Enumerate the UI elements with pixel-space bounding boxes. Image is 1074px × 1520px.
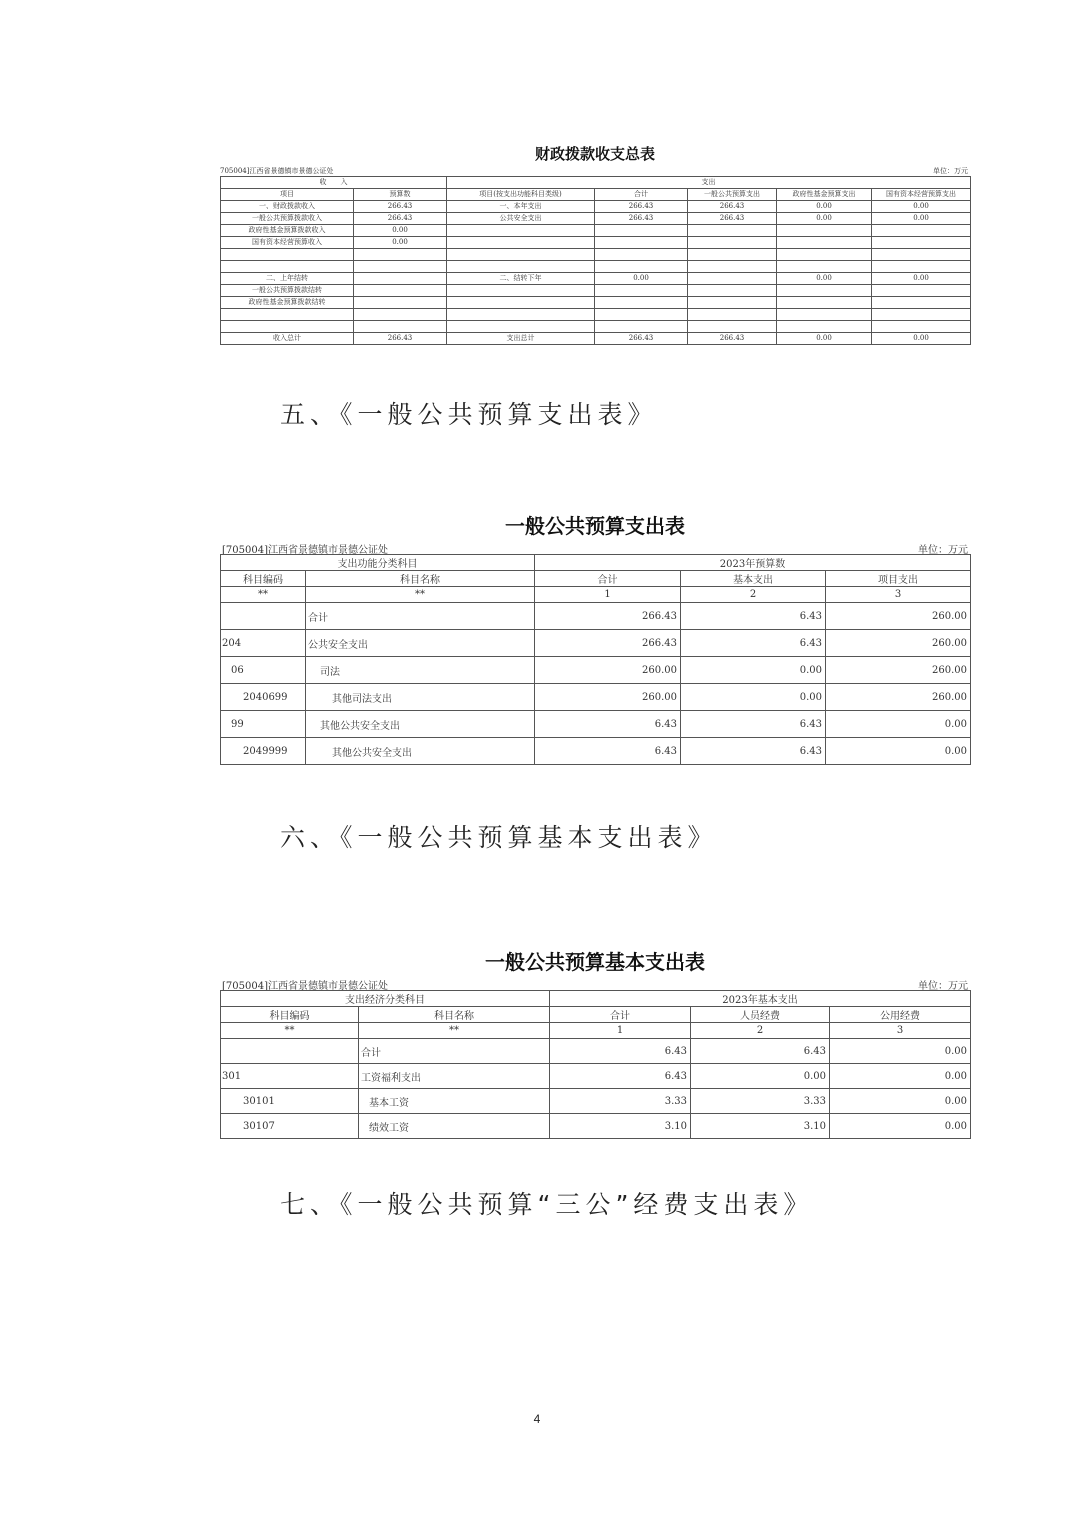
table-row [221, 657, 971, 684]
table2-group-right: 2023年预算数 [535, 555, 971, 571]
table1-cell [872, 297, 971, 309]
table1-cell [595, 237, 688, 249]
table1-cell [777, 261, 872, 273]
page-number: 4 [533, 1412, 541, 1426]
table1-cell: 266.43 [354, 333, 447, 345]
table2-cell: 266.43 [535, 603, 681, 630]
table1-cell: 一般公共预算拨款收入 [221, 213, 354, 225]
table2-cell: 0.00 [681, 684, 826, 711]
table-row [221, 1089, 971, 1114]
table2-cell: 0.00 [681, 657, 826, 684]
table-row [221, 321, 971, 333]
table3-group-right: 2023年基本支出 [550, 991, 971, 1007]
table2-col-header-cell: 基本支出 [681, 571, 826, 587]
table1-cell [688, 297, 777, 309]
table1-col-header-cell: 政府性基金预算支出 [777, 189, 872, 201]
table1-cell [595, 309, 688, 321]
table3-col-header [221, 1007, 971, 1023]
table1-cell [688, 285, 777, 297]
table1-cell [447, 237, 595, 249]
table1-cell [354, 261, 447, 273]
table-row [221, 309, 971, 321]
table1-cell [354, 309, 447, 321]
table2-col-header-cell: 科目名称 [306, 571, 535, 587]
table1-cell: 266.43 [688, 333, 777, 345]
table1-cell [688, 321, 777, 333]
table-row [221, 261, 971, 273]
table1-cell: 266.43 [688, 213, 777, 225]
table2-index-cell: ** [306, 587, 535, 603]
section-heading-5: 五、《一般公共预算支出表》 [280, 400, 658, 429]
table2-org: [705004]江西省景德镇市景德公证处 [222, 545, 388, 556]
table2-cell: 6.43 [535, 738, 681, 765]
table1-cell [872, 249, 971, 261]
table1-cell: 266.43 [354, 213, 447, 225]
table1-cell [221, 261, 354, 273]
table2-col-header-cell: 合计 [535, 571, 681, 587]
table1-cell: 0.00 [354, 237, 447, 249]
table2-cell: 2049999 [221, 738, 306, 765]
table1-cell: 公共安全支出 [447, 213, 595, 225]
table2-cell: 司法 [306, 657, 535, 684]
table2-index-cell: ** [221, 587, 306, 603]
table3-cell: 3.10 [550, 1114, 691, 1139]
table3-cell: 0.00 [830, 1114, 971, 1139]
table1-org: 705004]江西省景德镇市景德公证处 [220, 167, 334, 175]
table1-cell [688, 309, 777, 321]
table2-cell: 6.43 [681, 630, 826, 657]
table2-cell: 266.43 [535, 630, 681, 657]
income-header: 收 入 [221, 177, 447, 189]
table1-cell [595, 285, 688, 297]
table2-cell: 260.00 [535, 684, 681, 711]
table2-index-cell: 1 [535, 587, 681, 603]
table3-index-cell: 3 [830, 1023, 971, 1039]
table2-cell: 6.43 [681, 738, 826, 765]
table1-col-header-cell: 预算数 [354, 189, 447, 201]
table2 [220, 554, 970, 765]
table2-cell: 公共安全支出 [306, 630, 535, 657]
table3-index-cell: 2 [691, 1023, 830, 1039]
table1-cell [688, 249, 777, 261]
table1-cell [777, 321, 872, 333]
table1-cell [777, 249, 872, 261]
table3-cell: 工资福利支出 [359, 1064, 550, 1089]
table-row [221, 738, 971, 765]
table1-title: 财政拨款收支总表 [534, 145, 655, 163]
table1-cell [777, 285, 872, 297]
table1-cell: 0.00 [595, 273, 688, 285]
table2-cell: 0.00 [826, 738, 971, 765]
table2-cell [221, 603, 306, 630]
table1-cell: 266.43 [595, 333, 688, 345]
table1-col-header-cell: 项目(按支出功能科目类级) [447, 189, 595, 201]
table2-cell: 06 [221, 657, 306, 684]
table1-cell: 二、结转下年 [447, 273, 595, 285]
table1-cell [688, 237, 777, 249]
table2-col-header-cell: 项目支出 [826, 571, 971, 587]
table1-cell [447, 297, 595, 309]
table2-cell: 260.00 [826, 684, 971, 711]
table3-cell: 基本工资 [359, 1089, 550, 1114]
table1-cell [872, 285, 971, 297]
table1 [220, 176, 970, 345]
table1-cell: 0.00 [777, 201, 872, 213]
table3-cell: 3.33 [550, 1089, 691, 1114]
table3-cell: 合计 [359, 1039, 550, 1064]
table1-cell [221, 249, 354, 261]
table-row [221, 285, 971, 297]
table3-col-header-cell: 科目名称 [359, 1007, 550, 1023]
table1-cell [221, 309, 354, 321]
section-heading-6: 六、《一般公共预算基本支出表》 [280, 823, 718, 852]
table2-cell: 其他司法支出 [306, 684, 535, 711]
table2-cell: 99 [221, 711, 306, 738]
table1-cell [872, 321, 971, 333]
table-row [221, 1039, 971, 1064]
table3-group-left: 支出经济分类科目 [221, 991, 550, 1007]
table-row [221, 684, 971, 711]
table1-cell: 0.00 [777, 273, 872, 285]
table1-cell [872, 309, 971, 321]
table-row [221, 273, 971, 285]
table1-cell [354, 249, 447, 261]
table-row [221, 1114, 971, 1139]
table2-col-header [221, 571, 971, 587]
table2-cell: 2040699 [221, 684, 306, 711]
table2-cell: 260.00 [535, 657, 681, 684]
table2-cell: 6.43 [535, 711, 681, 738]
table1-cell: 266.43 [354, 201, 447, 213]
table-row [221, 249, 971, 261]
table-row [221, 213, 971, 225]
table2-cell: 其他公共安全支出 [306, 711, 535, 738]
table3-cell: 0.00 [691, 1064, 830, 1089]
table-row [221, 711, 971, 738]
table1-cell [777, 225, 872, 237]
table2-cell: 合计 [306, 603, 535, 630]
table1-cell [595, 297, 688, 309]
table3-cell: 0.00 [830, 1039, 971, 1064]
table1-cell: 支出总计 [447, 333, 595, 345]
table1-cell: 一般公共预算拨款结转 [221, 285, 354, 297]
table3-cell: 0.00 [830, 1064, 971, 1089]
table3-cell: 30107 [221, 1114, 359, 1139]
table1-cell: 0.00 [872, 333, 971, 345]
expense-header: 支出 [447, 177, 971, 189]
table3-org: [705004]江西省景德镇市景德公证处 [222, 981, 388, 992]
table3-group-header [221, 991, 971, 1007]
table1-cell [595, 261, 688, 273]
table1-cell [354, 285, 447, 297]
table2-cell: 其他公共安全支出 [306, 738, 535, 765]
table1-cell [872, 261, 971, 273]
table1-cell: 266.43 [688, 201, 777, 213]
table1-cell [447, 285, 595, 297]
table1-cell [872, 237, 971, 249]
table1-cell: 政府性基金预算拨款结转 [221, 297, 354, 309]
table2-unit: 单位：万元 [918, 545, 968, 556]
table1-cell [777, 237, 872, 249]
table1-col-header-cell: 一般公共预算支出 [688, 189, 777, 201]
table1-cell: 0.00 [872, 201, 971, 213]
table1-cell [688, 261, 777, 273]
table1-cell: 政府性基金预算拨款收入 [221, 225, 354, 237]
table3-cell: 6.43 [550, 1064, 691, 1089]
table1-cell [447, 321, 595, 333]
table2-index-cell: 3 [826, 587, 971, 603]
table3-col-header-cell: 合计 [550, 1007, 691, 1023]
table3-cell: 0.00 [830, 1089, 971, 1114]
table1-cell [595, 225, 688, 237]
table2-cell: 260.00 [826, 603, 971, 630]
table1-cell: 一、本年支出 [447, 201, 595, 213]
table1-cell [447, 249, 595, 261]
table1-cell: 266.43 [595, 201, 688, 213]
section-heading-7: 七、《一般公共预算“三公”经费支出表》 [280, 1190, 814, 1219]
table3-cell: 3.10 [691, 1114, 830, 1139]
table1-cell [595, 249, 688, 261]
table1-group-header [221, 177, 971, 189]
table1-cell [354, 273, 447, 285]
table-row [221, 297, 971, 309]
table2-group-left: 支出功能分类科目 [221, 555, 535, 571]
table2-col-header-cell: 科目编码 [221, 571, 306, 587]
table1-cell: 收入总计 [221, 333, 354, 345]
table1-col-header-cell: 合计 [595, 189, 688, 201]
table1-cell: 0.00 [354, 225, 447, 237]
table3 [220, 990, 970, 1139]
table2-cell: 0.00 [826, 711, 971, 738]
table3-index-cell: ** [359, 1023, 550, 1039]
table1-unit: 单位：万元 [933, 167, 968, 175]
table1-cell: 0.00 [777, 333, 872, 345]
table3-cell: 绩效工资 [359, 1114, 550, 1139]
table-row [221, 225, 971, 237]
table2-index-row [221, 587, 971, 603]
table3-index-cell: 1 [550, 1023, 691, 1039]
table2-title: 一般公共预算支出表 [505, 514, 685, 538]
table3-col-header-cell: 公用经费 [830, 1007, 971, 1023]
table1-cell [872, 225, 971, 237]
table3-index-row [221, 1023, 971, 1039]
table1-cell: 国有资本经营预算收入 [221, 237, 354, 249]
table1-cell [447, 261, 595, 273]
table-row [221, 333, 971, 345]
table1-cell: 0.00 [777, 213, 872, 225]
table3-cell: 6.43 [691, 1039, 830, 1064]
table-row [221, 630, 971, 657]
table1-col-header [221, 189, 971, 201]
table1-col-header-cell: 项目 [221, 189, 354, 201]
table-row [221, 201, 971, 213]
table3-cell: 301 [221, 1064, 359, 1089]
table1-cell: 0.00 [872, 213, 971, 225]
table3-cell [221, 1039, 359, 1064]
table2-index-cell: 2 [681, 587, 826, 603]
table1-cell [354, 321, 447, 333]
table1-cell: 二、上年结转 [221, 273, 354, 285]
table2-cell: 204 [221, 630, 306, 657]
table3-cell: 6.43 [550, 1039, 691, 1064]
table1-cell [447, 309, 595, 321]
table2-cell: 6.43 [681, 603, 826, 630]
table1-cell [777, 309, 872, 321]
table3-col-header-cell: 科目编码 [221, 1007, 359, 1023]
table3-unit: 单位：万元 [918, 981, 968, 992]
table3-cell: 30101 [221, 1089, 359, 1114]
table3-cell: 3.33 [691, 1089, 830, 1114]
table3-title: 一般公共预算基本支出表 [485, 950, 705, 974]
table1-cell: 266.43 [595, 213, 688, 225]
table1-cell [595, 321, 688, 333]
table2-cell: 260.00 [826, 657, 971, 684]
table1-col-header-cell: 国有资本经营预算支出 [872, 189, 971, 201]
table2-cell: 260.00 [826, 630, 971, 657]
table1-cell [777, 297, 872, 309]
table-row [221, 237, 971, 249]
table3-col-header-cell: 人员经费 [691, 1007, 830, 1023]
table1-cell [221, 321, 354, 333]
table1-cell [688, 273, 777, 285]
table2-cell: 6.43 [681, 711, 826, 738]
table3-index-cell: ** [221, 1023, 359, 1039]
table1-cell [354, 297, 447, 309]
table-row [221, 1064, 971, 1089]
table1-cell [688, 225, 777, 237]
table-row [221, 603, 971, 630]
table1-cell [447, 225, 595, 237]
table2-group-header [221, 555, 971, 571]
table1-cell: 0.00 [872, 273, 971, 285]
table1-cell: 一、财政拨款收入 [221, 201, 354, 213]
